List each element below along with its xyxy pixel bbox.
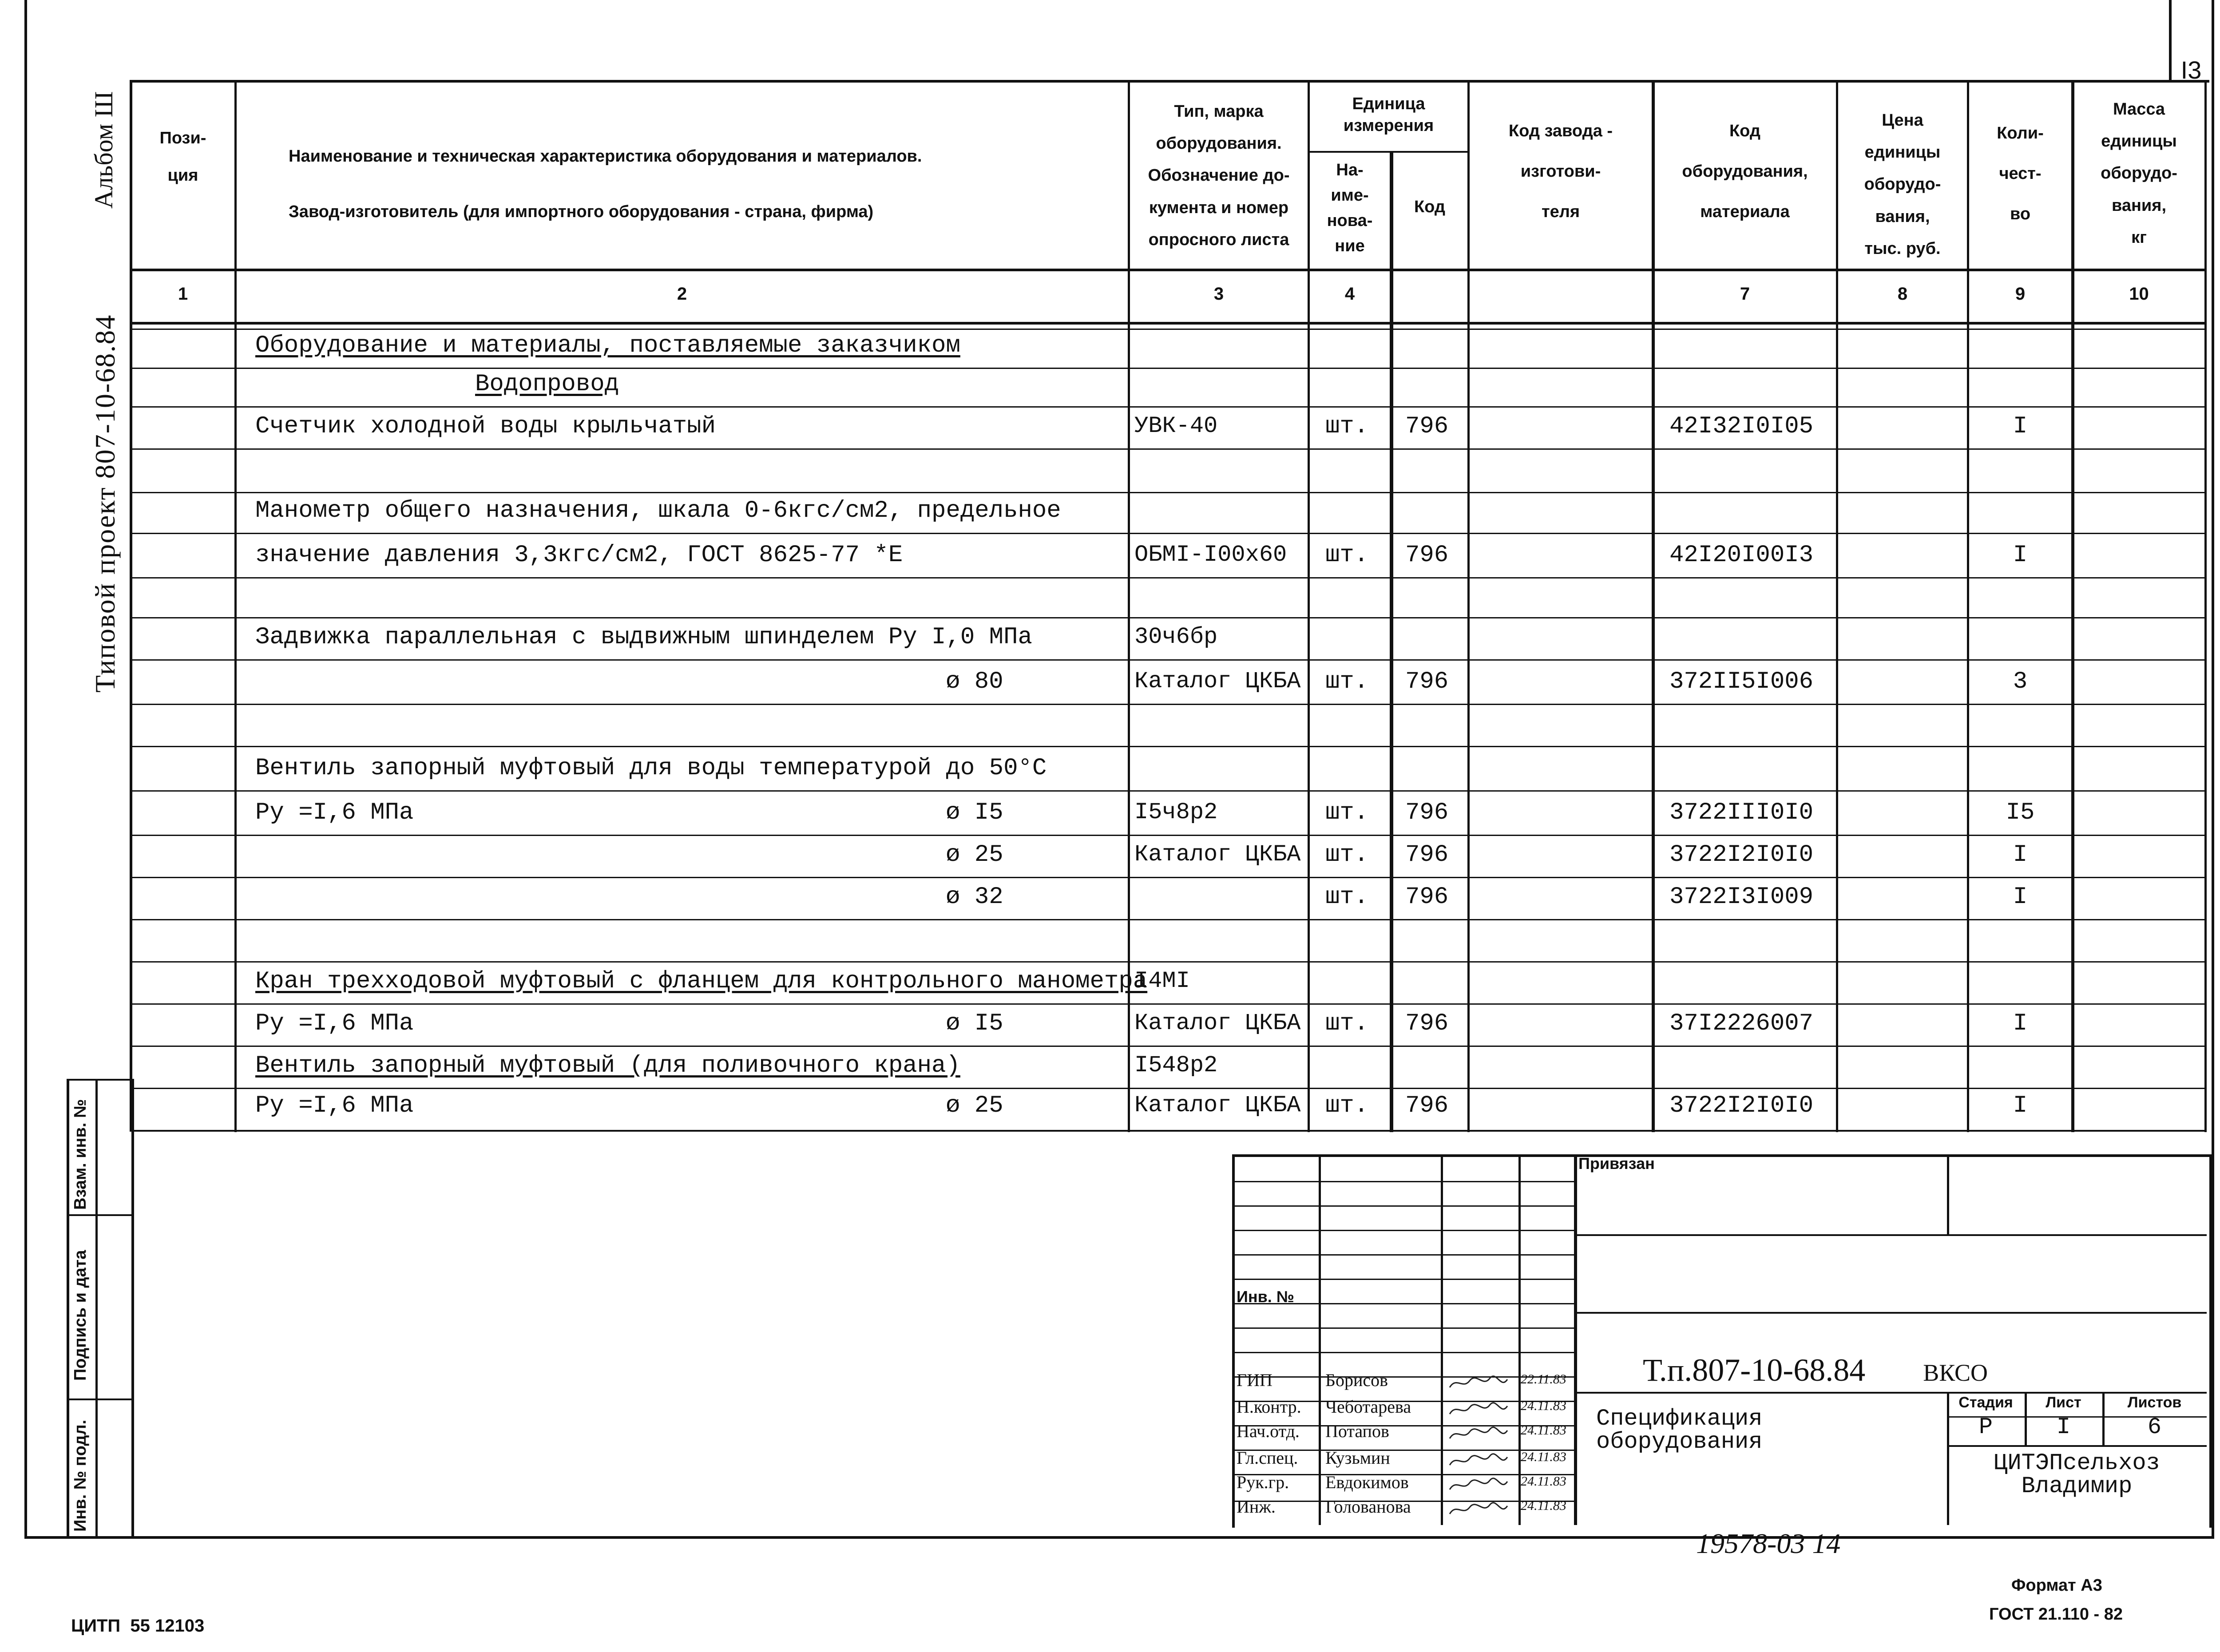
row-name: Ру =I,6 МПа: [255, 1092, 414, 1119]
row-ucode: 796: [1405, 668, 1449, 695]
sign-date: 24.11.83: [1521, 1398, 1566, 1413]
handwritten-signature: [1447, 1452, 1510, 1470]
signer-name: Потапов: [1325, 1421, 1389, 1441]
sign-date: 24.11.83: [1521, 1450, 1566, 1464]
row-separator: [130, 448, 2207, 450]
row-separator: [130, 406, 2207, 408]
handwritten-signature: [1447, 1425, 1510, 1443]
row-separator: [130, 368, 2207, 369]
row-type: Каталог ЦКБА: [1134, 1092, 1301, 1118]
sign-date: 24.11.83: [1521, 1498, 1566, 1513]
row-separator: [130, 1046, 2207, 1047]
privyazan-label: Привязан: [1578, 1154, 1655, 1173]
stamp-line: [1947, 1445, 2207, 1447]
row-separator: [130, 329, 2207, 330]
row-type: Каталог ЦКБА: [1134, 668, 1301, 694]
stamp-line: [1574, 1392, 2207, 1394]
row-code: 3722I3I009: [1669, 883, 1814, 911]
row-name: Ру =I,6 МПа: [255, 1010, 414, 1037]
row-dia: ø 80: [946, 668, 1003, 695]
row-ucode: 796: [1405, 841, 1449, 868]
doc-code: Т.п.807-10-68.84 ВКСО: [1643, 1352, 1988, 1388]
archive-number: 19578-03 14: [1696, 1528, 1841, 1559]
hdr-col3: Тип, марка оборудования. Обозначение до- кумента и номер опросного листа: [1148, 102, 1290, 249]
row-ucode: 796: [1405, 883, 1449, 911]
row-qty: I: [2013, 883, 2028, 911]
signer-role: Нач.отд.: [1237, 1421, 1300, 1441]
stamp-line: [1574, 1234, 2207, 1236]
format-label: Формат А3: [2011, 1576, 2102, 1595]
hdr-col6: Код завода - изготови- теля: [1508, 122, 1613, 222]
row-type: I4МI: [1134, 968, 1190, 994]
colnum-7: 7: [1740, 284, 1750, 304]
row-qty: I: [2013, 1010, 2028, 1037]
row-ucode: 796: [1405, 1010, 1449, 1037]
row-type: ОБМI-I00х60: [1134, 542, 1287, 568]
signer-name: Евдокимов: [1325, 1472, 1409, 1492]
handwritten-signature: [1447, 1374, 1510, 1392]
org-name: ЦИТЭПсельхоз Владимир: [1994, 1450, 2160, 1499]
stamp-line: [1232, 1230, 1576, 1231]
hdr-col10: Масса единицы оборудо- вания, кг: [2101, 100, 2177, 247]
stamp-line: [1232, 1181, 1576, 1182]
row-unit: шт.: [1325, 1010, 1369, 1037]
row-separator: [130, 617, 2207, 618]
row-name: Вентиль запорный муфтовый для воды температурой до 50°С: [255, 755, 1047, 782]
signer-name: Чеботарева: [1325, 1397, 1411, 1417]
row-ucode: 796: [1405, 542, 1449, 569]
row-unit: шт.: [1325, 413, 1369, 440]
row-type: I5ч8р2: [1134, 799, 1218, 825]
album-label: Альбом Ш: [89, 91, 118, 209]
row-separator: [130, 659, 2207, 661]
signer-role: Гл.спец.: [1237, 1448, 1298, 1468]
colnum-8: 8: [1897, 284, 1908, 304]
gost-label: ГОСТ 21.110 - 82: [1989, 1605, 2123, 1624]
hdr-col2: Наименование и техническая характеристика оборудования и материалов. Завод-изготовитель (для импортного оборудования - страна, фирма): [289, 147, 922, 222]
podpis-label: Подпись и дата: [71, 1250, 90, 1381]
stamp-line: [1319, 1154, 1321, 1525]
row-separator: [130, 577, 2207, 578]
row-dia: ø I5: [946, 799, 1003, 826]
colnum-1: 1: [178, 284, 188, 304]
row-dia: ø 25: [946, 1092, 1003, 1119]
row-type: 30ч6бр: [1134, 624, 1218, 650]
row-name: Оборудование и материалы, поставляемые заказчиком: [255, 332, 960, 359]
hdr-unit: Единица измерения: [1343, 95, 1434, 135]
project-label: Типовой проект 807-10-68.84: [89, 314, 121, 693]
row-unit: шт.: [1325, 799, 1369, 826]
sign-date: 22.11.83: [1521, 1372, 1566, 1387]
row-dia: ø I5: [946, 1010, 1003, 1037]
row-separator: [130, 746, 2207, 747]
row-name: значение давления 3,3кгс/см2, ГОСТ 8625-77 *Е: [255, 542, 903, 569]
listov-value: 6: [2147, 1414, 2162, 1440]
row-qty: I5: [2006, 799, 2035, 826]
row-name: Манометр общего назначения, шкала 0-6кгс/см2, предельное: [255, 497, 1061, 524]
colnum-4: 4: [1344, 284, 1355, 304]
handwritten-signature: [1447, 1501, 1510, 1518]
row-dia: ø 32: [946, 883, 1003, 911]
row-separator: [130, 919, 2207, 920]
stamp-line: [1232, 1254, 1576, 1256]
row-code: 42I20I00I3: [1669, 542, 1814, 569]
row-unit: шт.: [1325, 1092, 1369, 1119]
hdr-col5: Код: [1414, 198, 1446, 216]
handwritten-signature: [1447, 1401, 1510, 1418]
stamp-line: [1232, 1352, 1576, 1353]
row-name: Вентиль запорный муфтовый (для поливочного крана): [255, 1052, 960, 1079]
stamp-line: [1441, 1154, 1443, 1525]
row-code: 3722I2I0I0: [1669, 1092, 1814, 1119]
row-name: Кран трехходовой муфтовый с фланцем для контрольного манометра: [255, 968, 1148, 995]
signer-role: Н.контр.: [1237, 1397, 1301, 1417]
signer-role: Инж.: [1237, 1497, 1276, 1517]
row-type: I548р2: [1134, 1052, 1218, 1078]
row-separator: [130, 1088, 2207, 1089]
row-qty: 3: [2013, 668, 2028, 695]
inv-podl-label: Инв. № подл.: [71, 1419, 90, 1532]
sign-date: 24.11.83: [1521, 1474, 1566, 1489]
row-unit: шт.: [1325, 883, 1369, 911]
row-name: Водопровод: [475, 371, 619, 398]
stamp-line: [1232, 1327, 1576, 1329]
row-unit: шт.: [1325, 668, 1369, 695]
hdr-col1: Пози- ция: [159, 129, 206, 185]
row-separator: [130, 835, 2207, 836]
row-separator: [130, 492, 2207, 493]
row-code: 42I32I0I05: [1669, 413, 1814, 440]
hdr-col9: Коли- чест- во: [1997, 124, 2044, 224]
stadiya-label: Стадия: [1958, 1394, 2013, 1411]
stamp-line: [1232, 1279, 1576, 1280]
row-separator: [130, 961, 2207, 963]
sign-date: 24.11.83: [1521, 1423, 1566, 1438]
row-dia: ø 25: [946, 841, 1003, 868]
footer-org: ЦИТП 55 12103: [71, 1616, 205, 1636]
row-qty: I: [2013, 542, 2028, 569]
handwritten-signature: [1447, 1476, 1510, 1494]
row-separator: [130, 533, 2207, 534]
row-ucode: 796: [1405, 799, 1449, 826]
row-ucode: 796: [1405, 1092, 1449, 1119]
signer-name: Голованова: [1325, 1497, 1411, 1517]
row-qty: I: [2013, 1092, 2028, 1119]
stamp-line: [1574, 1312, 2207, 1314]
sheet-number: I3: [2180, 56, 2202, 84]
stamp-line: [1518, 1154, 1521, 1525]
row-code: 372II5I006: [1669, 668, 1814, 695]
row-separator: [130, 790, 2207, 792]
row-ucode: 796: [1405, 413, 1449, 440]
signer-name: Кузьмин: [1325, 1448, 1390, 1468]
row-code: 3722III0I0: [1669, 799, 1814, 826]
colnum-10: 10: [2129, 284, 2149, 304]
stamp-line: [1232, 1205, 1576, 1207]
row-type: Каталог ЦКБА: [1134, 841, 1301, 868]
row-qty: I: [2013, 841, 2028, 868]
row-name: Задвижка параллельная с выдвижным шпинделем Ру I,0 МПа: [255, 624, 1032, 651]
stamp-line: [1947, 1154, 1949, 1234]
stamp-line: [1574, 1154, 1577, 1525]
list-value: I: [2056, 1414, 2071, 1440]
row-type: УВК-40: [1134, 413, 1218, 439]
signer-role: Рук.гр.: [1237, 1472, 1289, 1492]
row-name: Счетчик холодной воды крыльчатый: [255, 413, 716, 440]
hdr-col4: На- име- нова- ние: [1327, 161, 1373, 255]
table-bottom: [130, 1130, 2207, 1132]
row-separator: [130, 704, 2207, 705]
vzam-label: Взам. инв. №: [71, 1099, 90, 1210]
hdr-col8: Цена единицы оборудо- вания, тыс. руб.: [1864, 111, 1941, 258]
list-label: Лист: [2046, 1394, 2081, 1411]
row-code: 37I2226007: [1669, 1010, 1814, 1037]
colnum-2: 2: [677, 284, 687, 304]
row-unit: шт.: [1325, 542, 1369, 569]
doc-title: Спецификация оборудования: [1596, 1406, 1763, 1455]
hdr-col7: Код оборудования, материала: [1682, 122, 1808, 222]
signer-role: ГИП: [1237, 1370, 1273, 1390]
stadiya-value: Р: [1978, 1414, 1993, 1440]
colnum-9: 9: [2015, 284, 2026, 304]
row-separator: [130, 1003, 2207, 1005]
signer-name: Борисов: [1325, 1370, 1388, 1390]
colnum-3: 3: [1213, 284, 1224, 304]
row-qty: I: [2013, 413, 2028, 440]
inv-no-label: Инв. №: [1237, 1288, 1294, 1306]
row-code: 3722I2I0I0: [1669, 841, 1814, 868]
row-unit: шт.: [1325, 841, 1369, 868]
row-type: Каталог ЦКБА: [1134, 1010, 1301, 1036]
row-separator: [130, 877, 2207, 878]
row-name: Ру =I,6 МПа: [255, 799, 414, 826]
listov-label: Листов: [2127, 1394, 2182, 1411]
